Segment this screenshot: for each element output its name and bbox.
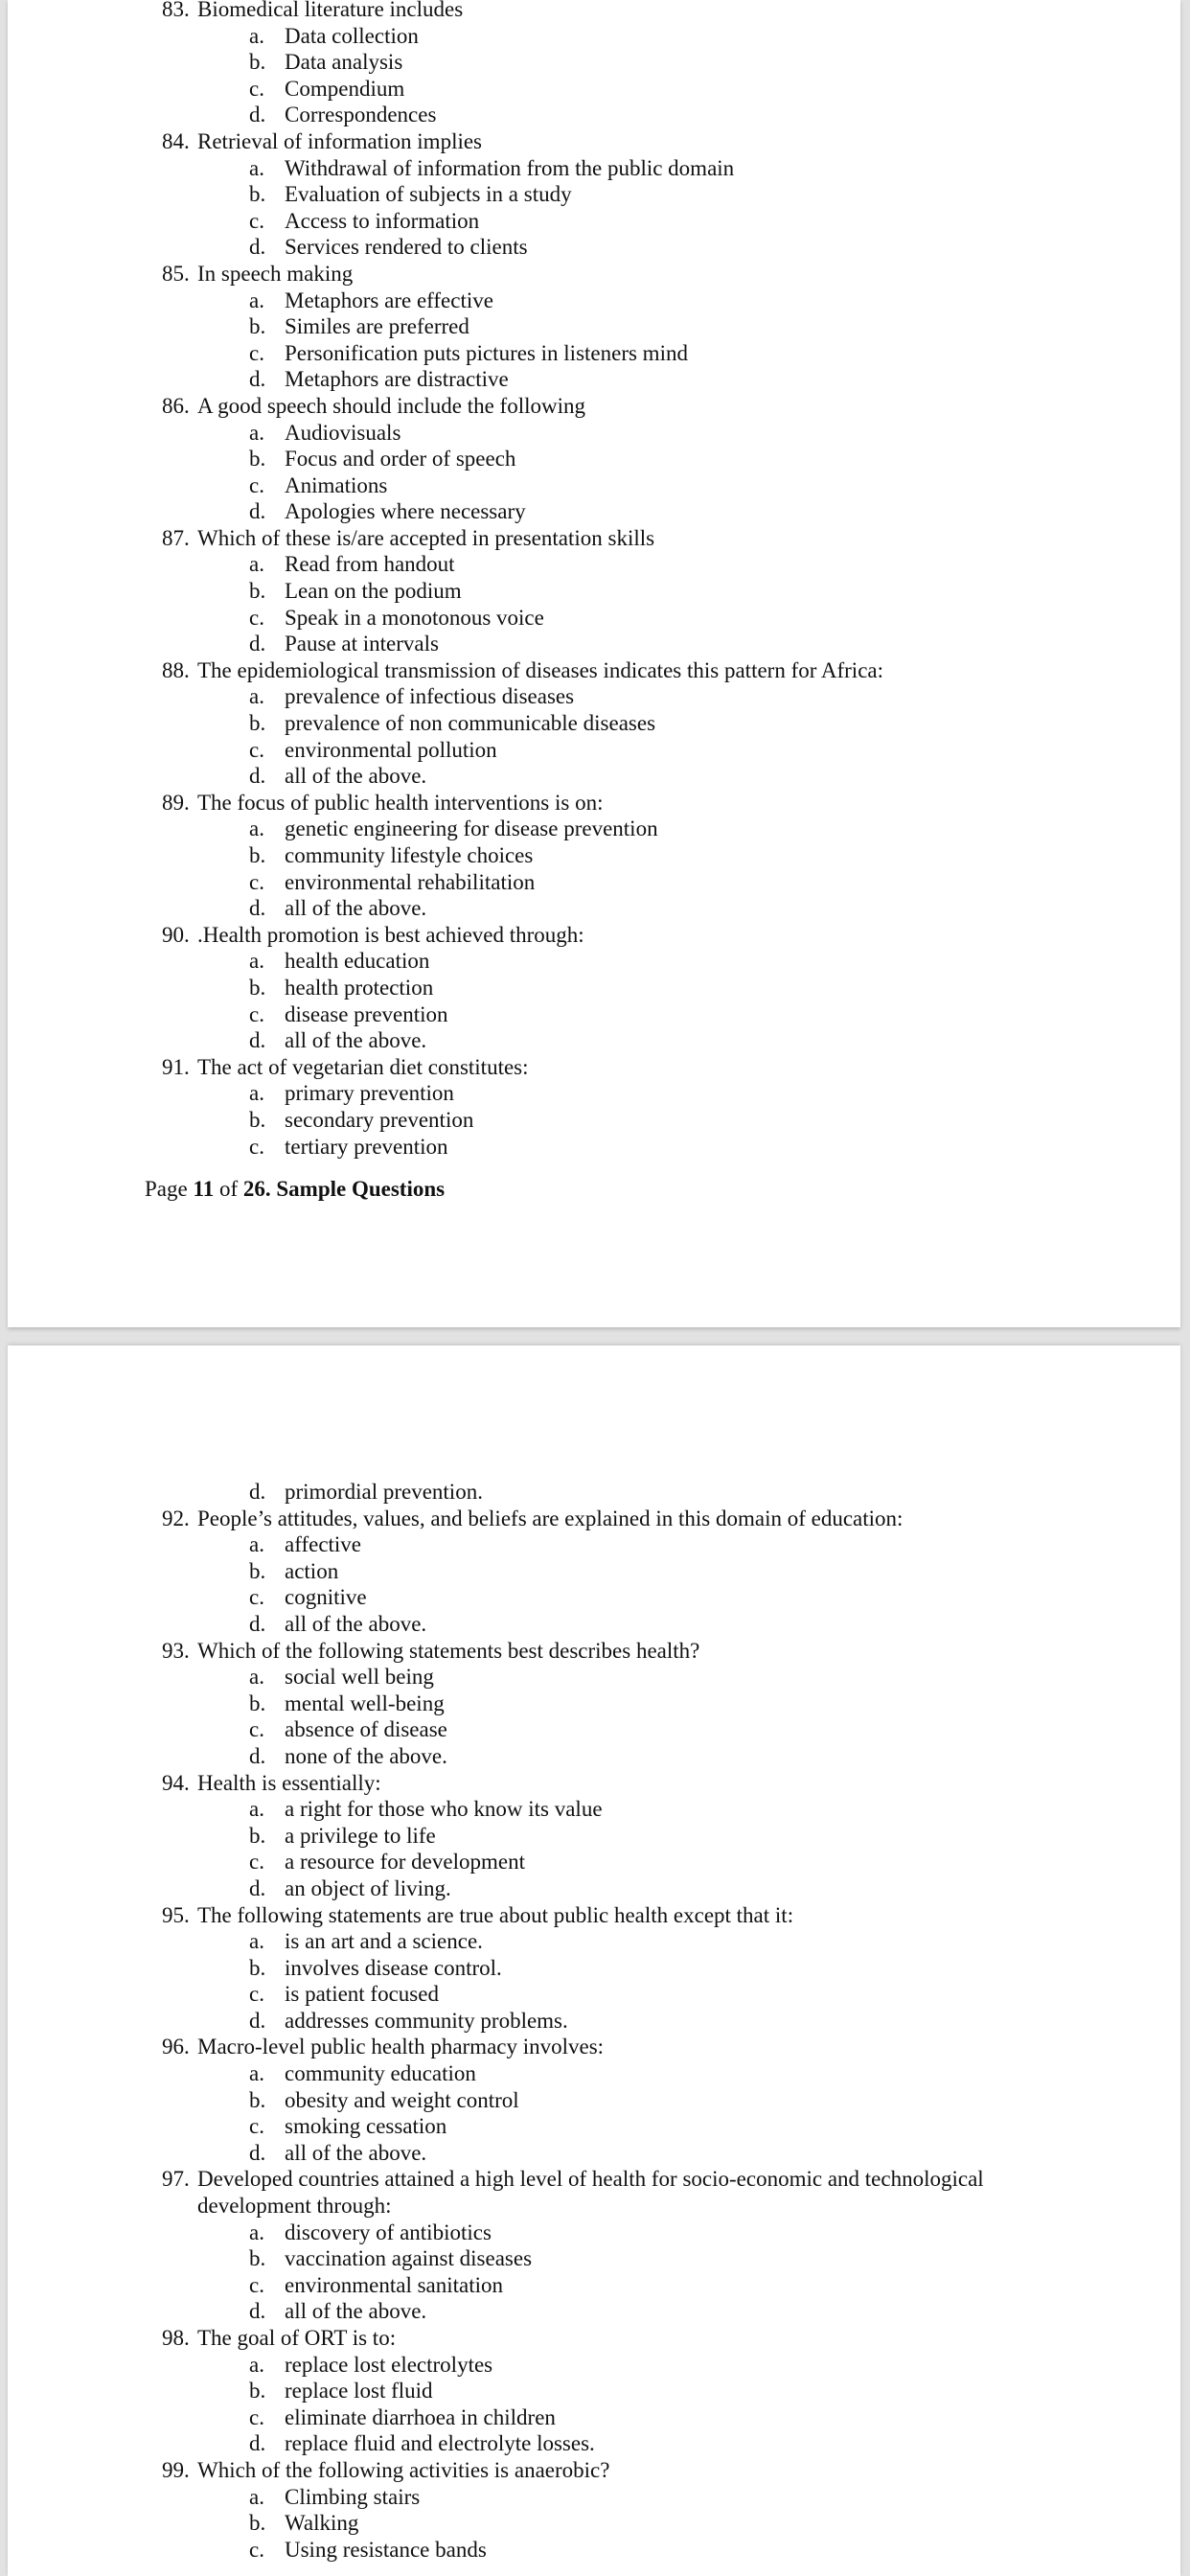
question-number: 98.: [162, 2326, 190, 2350]
question-line: [8, 393, 1180, 420]
answer-option: [8, 1716, 1180, 1743]
option-letter: a.: [249, 1797, 264, 1822]
option-letter: c.: [249, 208, 264, 233]
option-letter: c.: [249, 340, 264, 365]
option-text: cognitive: [285, 1585, 367, 1610]
option-text: Audiovisuals: [285, 420, 401, 445]
option-letter: a.: [249, 420, 264, 445]
option-letter: d.: [249, 1611, 266, 1636]
option-letter: d.: [249, 367, 266, 392]
answer-option: [8, 1743, 1180, 1770]
option-text: environmental pollution: [285, 737, 497, 762]
option-text: health protection: [285, 975, 434, 1000]
question-number: 89.: [162, 790, 190, 815]
question-line: [8, 1054, 1180, 1081]
answer-option: [8, 23, 1180, 50]
question-line: [8, 525, 1180, 552]
answer-option: [8, 869, 1180, 896]
option-letter: a.: [249, 1081, 264, 1106]
question-line: [8, 790, 1180, 816]
answer-option: [8, 1849, 1180, 1875]
answer-option: [8, 1955, 1180, 1982]
option-letter: c.: [249, 2537, 264, 2562]
option-letter: a.: [249, 949, 264, 974]
question-number: 91.: [162, 1054, 190, 1079]
option-text: environmental rehabilitation: [285, 869, 536, 894]
option-letter: d.: [249, 1028, 266, 1053]
question-line: [8, 1902, 1180, 1929]
option-letter: c.: [249, 472, 264, 497]
answer-option: [8, 1584, 1180, 1611]
answer-option: [8, 420, 1180, 447]
answer-option: [8, 1796, 1180, 1823]
question-number: 93.: [162, 1638, 190, 1663]
answer-option: [8, 1690, 1180, 1717]
answer-option: [8, 1558, 1180, 1585]
question-text: The goal of ORT is to:: [197, 2326, 397, 2350]
answer-option: [8, 446, 1180, 472]
option-text: Focus and order of speech: [285, 447, 516, 472]
option-text: vaccination against diseases: [285, 2246, 533, 2271]
option-text: replace lost fluid: [285, 2379, 433, 2404]
option-letter: a.: [249, 2352, 264, 2377]
option-letter: a.: [249, 155, 264, 180]
question-list: [8, 1479, 1180, 2563]
option-text: Similes are preferred: [285, 314, 469, 339]
page-footer: [145, 1176, 445, 1203]
option-letter: c.: [249, 2272, 264, 2297]
question-number: 99.: [162, 2457, 190, 2482]
question-number: 83.: [162, 0, 190, 21]
option-letter: b.: [249, 975, 266, 1000]
answer-option: [8, 683, 1180, 710]
option-text: action: [285, 1558, 339, 1583]
option-text: Lean on the podium: [285, 579, 462, 604]
option-text: a resource for development: [285, 1850, 525, 1874]
option-text: an object of living.: [285, 1875, 451, 1900]
answer-option: [8, 2404, 1180, 2431]
answer-option: [8, 498, 1180, 525]
option-text: a right for those who know its value: [285, 1797, 603, 1822]
question-text-continued: development through:: [197, 2194, 392, 2219]
option-letter: b.: [249, 1690, 266, 1715]
document-page-12: [8, 1346, 1180, 2576]
answer-option: [8, 366, 1180, 393]
question-number: 97.: [162, 2167, 190, 2192]
answer-option: [8, 2113, 1180, 2140]
answer-option: [8, 208, 1180, 235]
option-letter: b.: [249, 1823, 266, 1848]
footer-current-page: 11: [193, 1177, 215, 1201]
question-line: [8, 2457, 1180, 2484]
answer-option: [8, 2140, 1180, 2167]
option-text: obesity and weight control: [285, 2087, 519, 2112]
question-line: [8, 128, 1180, 155]
answer-option: [8, 1981, 1180, 2008]
option-text: none of the above.: [285, 1743, 447, 1768]
option-letter: c.: [249, 869, 264, 894]
option-letter: a.: [249, 288, 264, 312]
answer-option: [8, 2510, 1180, 2537]
option-text: secondary prevention: [285, 1107, 474, 1132]
answer-option: [8, 1080, 1180, 1107]
answer-option: [8, 288, 1180, 314]
question-number: 96.: [162, 2035, 190, 2059]
question-number: 92.: [162, 1506, 190, 1530]
option-letter: a.: [249, 552, 264, 577]
option-text: Read from handout: [285, 552, 455, 577]
option-letter: b.: [249, 182, 266, 207]
option-letter: d.: [249, 1743, 266, 1768]
question-text: Which of these is/are accepted in presentation skills: [197, 525, 655, 550]
question-line: [8, 1506, 1180, 1532]
option-text: community lifestyle choices: [285, 843, 534, 867]
option-letter: a.: [249, 816, 264, 841]
question-text: The epidemiological transmission of diseases indicates this pattern for Africa:: [197, 657, 883, 682]
option-letter: a.: [249, 2484, 264, 2509]
option-letter: b.: [249, 579, 266, 604]
option-letter: c.: [249, 1982, 264, 2007]
option-letter: d.: [249, 2008, 266, 2033]
option-letter: c.: [249, 1001, 264, 1026]
question-line-continued: [8, 2193, 1180, 2220]
option-letter: d.: [249, 2431, 266, 2456]
option-letter: d.: [249, 2140, 266, 2165]
option-text: Data collection: [285, 23, 419, 48]
option-text: all of the above.: [285, 1611, 427, 1636]
answer-option: [8, 49, 1180, 76]
option-text: disease prevention: [285, 1001, 448, 1026]
option-letter: d.: [249, 2299, 266, 2324]
answer-option: [8, 102, 1180, 128]
option-text: prevalence of non communicable diseases: [285, 711, 656, 736]
option-letter: a.: [249, 2220, 264, 2244]
option-letter: b.: [249, 2246, 266, 2271]
answer-option: [8, 181, 1180, 208]
option-letter: c.: [249, 2404, 264, 2429]
question-number: 90.: [162, 922, 190, 947]
option-text: discovery of antibiotics: [285, 2220, 492, 2244]
answer-option: [8, 2352, 1180, 2379]
answer-option: [8, 76, 1180, 103]
option-text: tertiary prevention: [285, 1134, 448, 1159]
option-letter: b.: [249, 2379, 266, 2404]
option-text: Personification puts pictures in listeners mind: [285, 340, 688, 365]
answer-option: [8, 2378, 1180, 2404]
question-line: [8, 261, 1180, 288]
question-text: Health is essentially:: [197, 1770, 381, 1795]
option-letter: b.: [249, 1107, 266, 1132]
question-number: 87.: [162, 525, 190, 550]
option-text: environmental sanitation: [285, 2272, 504, 2297]
option-text: is an art and a science.: [285, 1929, 483, 1954]
question-line: [8, 2325, 1180, 2352]
question-text: Which of the following statements best describes health?: [197, 1638, 700, 1663]
answer-option: [8, 816, 1180, 842]
option-letter: b.: [249, 50, 266, 75]
answer-option: [8, 2272, 1180, 2299]
answer-option: [8, 1001, 1180, 1028]
question-list: [8, 0, 1180, 1160]
option-text: Services rendered to clients: [285, 235, 528, 260]
option-letter: b.: [249, 314, 266, 339]
answer-option: [8, 313, 1180, 340]
option-letter: d.: [249, 896, 266, 921]
answer-option: [8, 340, 1180, 367]
option-text: Speak in a monotonous voice: [285, 605, 544, 630]
option-text: affective: [285, 1532, 362, 1557]
option-text: all of the above.: [285, 1028, 427, 1053]
option-text: Metaphors are distractive: [285, 367, 509, 392]
option-letter: b.: [249, 711, 266, 736]
question-text: Macro-level public health pharmacy involves:: [197, 2035, 605, 2059]
answer-option: [8, 605, 1180, 632]
option-letter: c.: [249, 76, 264, 101]
option-letter: a.: [249, 1665, 264, 1690]
option-text: social well being: [285, 1665, 434, 1690]
option-letter: c.: [249, 1134, 264, 1159]
question-text: Which of the following activities is anaerobic?: [197, 2457, 610, 2482]
option-letter: d.: [249, 235, 266, 260]
answer-option: [8, 2008, 1180, 2035]
answer-option: [8, 2087, 1180, 2114]
option-text: prevalence of infectious diseases: [285, 684, 575, 709]
answer-option: [8, 1479, 1180, 1506]
option-text: health education: [285, 949, 430, 974]
question-text: Biomedical literature includes: [197, 0, 464, 21]
question-number: 94.: [162, 1770, 190, 1795]
answer-option: [8, 975, 1180, 1001]
answer-option: [8, 2245, 1180, 2272]
option-letter: d.: [249, 764, 266, 789]
question-text: The focus of public health interventions is on:: [197, 790, 604, 815]
answer-option: [8, 1823, 1180, 1850]
option-text: Compendium: [285, 76, 405, 101]
question-line: [8, 1638, 1180, 1665]
answer-option: [8, 234, 1180, 261]
question-line: [8, 2034, 1180, 2060]
option-text: all of the above.: [285, 2140, 427, 2165]
option-text: genetic engineering for disease prevention: [285, 816, 658, 841]
option-letter: b.: [249, 843, 266, 867]
option-letter: b.: [249, 1558, 266, 1583]
option-letter: c.: [249, 737, 264, 762]
answer-option: [8, 710, 1180, 737]
option-letter: a.: [249, 1532, 264, 1557]
answer-option: [8, 842, 1180, 869]
answer-option: [8, 155, 1180, 182]
option-text: smoking cessation: [285, 2114, 447, 2139]
option-text: primary prevention: [285, 1081, 454, 1106]
option-letter: d.: [249, 632, 266, 656]
option-text: all of the above.: [285, 764, 427, 789]
option-letter: c.: [249, 1850, 264, 1874]
question-text: The following statements are true about public health except that it:: [197, 1902, 794, 1927]
question-line: [8, 0, 1180, 23]
option-letter: c.: [249, 2114, 264, 2139]
option-text: all of the above.: [285, 2299, 427, 2324]
option-text: Climbing stairs: [285, 2484, 421, 2509]
answer-option: [8, 1875, 1180, 1902]
question-number: 95.: [162, 1902, 190, 1927]
option-text: mental well-being: [285, 1690, 445, 1715]
option-text: Pause at intervals: [285, 632, 439, 656]
answer-option: [8, 1928, 1180, 1955]
option-letter: b.: [249, 2511, 266, 2536]
question-text: The act of vegetarian diet constitutes:: [197, 1054, 529, 1079]
option-text: Correspondences: [285, 103, 437, 127]
option-text: Withdrawal of information from the public domain: [285, 155, 735, 180]
answer-option: [8, 472, 1180, 499]
option-letter: d.: [249, 1875, 266, 1900]
answer-option: [8, 2430, 1180, 2457]
option-letter: a.: [249, 684, 264, 709]
question-text: A good speech should include the following: [197, 393, 585, 418]
question-line: [8, 922, 1180, 949]
question-text: People’s attitudes, values, and beliefs are explained in this domain of education:: [197, 1506, 904, 1530]
option-text: replace fluid and electrolyte losses.: [285, 2431, 595, 2456]
option-letter: a.: [249, 1929, 264, 1954]
option-text: Access to information: [285, 208, 480, 233]
answer-option: [8, 1107, 1180, 1134]
option-text: a privilege to life: [285, 1823, 436, 1848]
question-number: 88.: [162, 657, 190, 682]
question-text: In speech making: [197, 261, 354, 286]
document-page-11: [8, 0, 1180, 1327]
option-text: addresses community problems.: [285, 2008, 568, 2033]
option-text: Apologies where necessary: [285, 499, 526, 524]
option-text: eliminate diarrhoea in children: [285, 2404, 556, 2429]
option-text: Evaluation of subjects in a study: [285, 182, 572, 207]
option-letter: d.: [249, 499, 266, 524]
answer-option: [8, 1531, 1180, 1558]
option-letter: b.: [249, 1955, 266, 1980]
footer-title: Sample Questions: [270, 1177, 446, 1201]
question-number: 85.: [162, 261, 190, 286]
question-text: Retrieval of information implies: [197, 128, 483, 153]
option-text: all of the above.: [285, 896, 427, 921]
option-letter: b.: [249, 2087, 266, 2112]
footer-prefix: Page: [145, 1177, 194, 1201]
question-line: [8, 2166, 1180, 2193]
footer-of: of: [214, 1177, 243, 1201]
question-number: 84.: [162, 128, 190, 153]
answer-option: [8, 948, 1180, 975]
option-text: is patient focused: [285, 1982, 439, 2007]
option-text: Data analysis: [285, 50, 403, 75]
answer-option: [8, 895, 1180, 922]
answer-option: [8, 2537, 1180, 2564]
question-text: .Health promotion is best achieved through:: [197, 922, 584, 947]
answer-option: [8, 631, 1180, 657]
answer-option: [8, 551, 1180, 578]
option-letter: a.: [249, 2061, 264, 2086]
answer-option: [8, 2060, 1180, 2087]
answer-option: [8, 2484, 1180, 2511]
option-text: Metaphors are effective: [285, 288, 493, 312]
answer-option: [8, 1134, 1180, 1161]
question-line: [8, 657, 1180, 684]
option-text: Walking: [285, 2511, 359, 2536]
footer-total-pages: 26.: [242, 1177, 271, 1201]
answer-option: [8, 2220, 1180, 2246]
option-text: Using resistance bands: [285, 2537, 487, 2562]
question-text: Developed countries attained a high level of health for socio-economic and technological: [197, 2167, 984, 2192]
option-letter: d.: [249, 103, 266, 127]
answer-option: [8, 763, 1180, 790]
option-letter: c.: [249, 605, 264, 630]
option-text: involves disease control.: [285, 1955, 502, 1980]
option-text: absence of disease: [285, 1717, 447, 1742]
question-number: 86.: [162, 393, 190, 418]
option-letter: b.: [249, 447, 266, 472]
option-letter: c.: [249, 1585, 264, 1610]
answer-option: [8, 1611, 1180, 1638]
option-text: replace lost electrolytes: [285, 2352, 493, 2377]
answer-option: [8, 2298, 1180, 2325]
answer-option: [8, 578, 1180, 605]
option-text: primordial prevention.: [285, 1480, 483, 1504]
option-letter: c.: [249, 1717, 264, 1742]
answer-option: [8, 737, 1180, 764]
question-line: [8, 1770, 1180, 1797]
option-letter: d.: [249, 1480, 266, 1504]
option-text: community education: [285, 2061, 476, 2086]
answer-option: [8, 1027, 1180, 1054]
option-text: Animations: [285, 472, 388, 497]
answer-option: [8, 1664, 1180, 1690]
option-letter: a.: [249, 23, 264, 48]
